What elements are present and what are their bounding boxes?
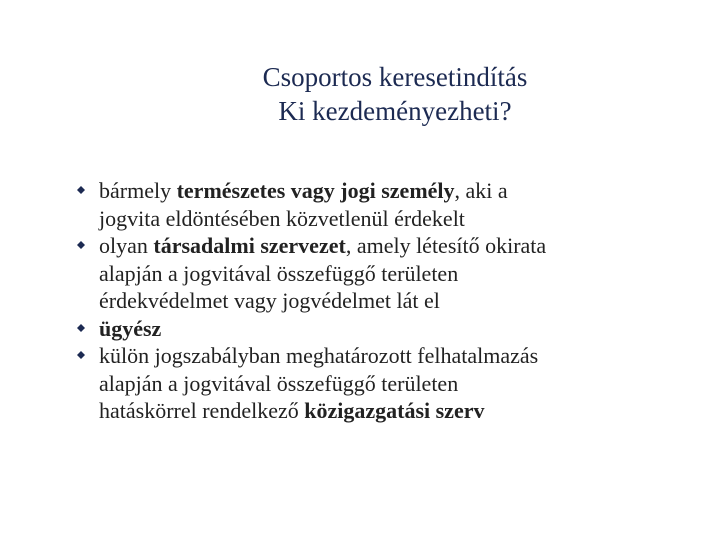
bullet-text — [99, 316, 161, 341]
text-run: olyan — [99, 233, 154, 258]
title-line-2: Ki kezdeményezheti? — [278, 96, 512, 126]
text-run: érdekvédelmet vagy jogvédelmet lát el — [99, 288, 440, 313]
bold-text: természetes vagy jogi személy — [176, 178, 455, 203]
text-run: külön jogszabályban meghatározott felhatalmazás — [99, 343, 539, 368]
bullet-item — [72, 232, 692, 315]
diamond-icon — [77, 186, 85, 194]
bullet-text — [99, 343, 538, 423]
bullet-item — [72, 342, 692, 425]
bullet-item — [72, 315, 692, 343]
bold-text: ügyész — [99, 315, 162, 341]
text-run: bármely — [99, 178, 177, 203]
text-run: jogvita eldöntésében közvetlenül érdekelt — [99, 205, 465, 231]
text-run: , amely létesítő okirata — [345, 233, 547, 258]
bullet-item — [72, 177, 692, 232]
text-run: alapján a jogvitával összefüggő területen — [99, 260, 459, 286]
bold-text: társadalmi szervezet — [153, 233, 346, 258]
diamond-icon — [77, 241, 85, 249]
text-run: hatáskörrel rendelkező — [99, 398, 305, 423]
bold-text: közigazgatási szerv — [304, 398, 485, 423]
text-run: alapján a jogvitával összefüggő területen — [99, 370, 459, 396]
text-run: , aki a — [454, 178, 508, 203]
slide-title — [190, 60, 600, 128]
diamond-icon — [77, 351, 85, 359]
title-line-1: Csoportos keresetindítás — [262, 62, 528, 92]
bullet-text — [99, 178, 508, 231]
bullet-list — [72, 177, 692, 425]
bullet-text — [99, 233, 546, 313]
diamond-icon — [77, 324, 85, 332]
